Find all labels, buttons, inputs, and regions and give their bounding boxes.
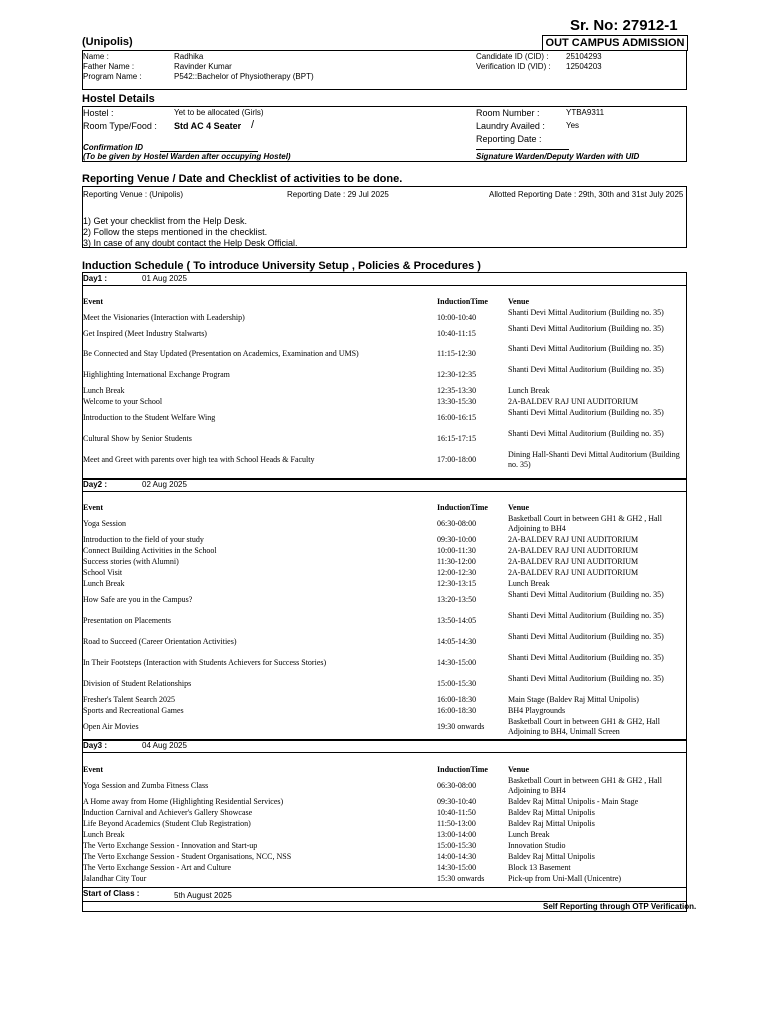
event-name: Sports and Recreational Games <box>83 706 184 715</box>
start-of-class-date: 5th August 2025 <box>174 891 232 900</box>
event-venue: 2A-BALDEV RAJ UNI AUDITORIUM <box>508 546 639 555</box>
checklist-step: 2) Follow the steps mentioned in the checklist. <box>83 227 268 237</box>
event-name: Lunch Break <box>83 830 125 839</box>
event-venue: Shanti Devi Mittal Auditorium (Building no. 35) <box>508 408 664 417</box>
event-venue: Innovation Studio <box>508 841 566 850</box>
schedule-row <box>82 568 686 579</box>
event-time: 14:05-14:30 <box>437 637 477 646</box>
schedule-row <box>82 776 686 797</box>
venue-column-header: Venue <box>508 297 530 306</box>
university-name: (Unipolis) <box>82 36 133 48</box>
event-name: Jalandhar City Tour <box>83 874 147 883</box>
event-name: Induction Carnival and Achiever's Gallery Showcase <box>83 808 253 817</box>
room-number-value: YTBA9311 <box>566 108 605 117</box>
event-name: Division of Student Relationships <box>83 679 192 688</box>
schedule-row <box>82 344 686 365</box>
schedule-row <box>82 852 686 863</box>
event-time: 15:00-15:30 <box>437 841 477 850</box>
schedule-row <box>82 397 686 408</box>
event-venue: Shanti Devi Mittal Auditorium (Building no. 35) <box>508 429 664 438</box>
footer-note: Self Reporting through OTP Verification. <box>543 902 697 911</box>
event-venue: Shanti Devi Mittal Auditorium (Building no. 35) <box>508 611 664 620</box>
venue-column-header: Venue <box>508 765 530 774</box>
venue-column-header: Venue <box>508 503 530 512</box>
confirmation-note: (To be given by Hostel Warden after occupying Hostel) <box>83 152 291 161</box>
event-venue: Shanti Devi Mittal Auditorium (Building no. 35) <box>508 308 664 317</box>
event-name: In Their Footsteps (Interaction with Students Achievers for Success Stories) <box>83 658 327 667</box>
event-name: School Visit <box>83 568 123 577</box>
event-name: Meet and Greet with parents over high tea with School Heads & Faculty <box>83 455 315 464</box>
event-name: Lunch Break <box>83 579 125 588</box>
event-venue: Main Stage (Baldev Raj Mittal Unipolis) <box>508 695 639 704</box>
event-venue: Block 13 Basement <box>508 863 571 872</box>
event-name: The Verto Exchange Session - Innovation and Start-up <box>83 841 258 850</box>
schedule-row <box>82 546 686 557</box>
event-time: 17:00-18:00 <box>437 455 477 464</box>
schedule-row <box>82 808 686 819</box>
father-name: Ravinder Kumar <box>174 62 232 71</box>
start-of-class-divider <box>82 887 687 888</box>
schedule-row <box>82 557 686 568</box>
confirmation-id-label: Confirmation ID <box>83 143 143 152</box>
event-name: Welcome to your School <box>83 397 163 406</box>
event-name: The Verto Exchange Session - Student Organisations, NCC, NSS <box>83 852 292 861</box>
time-column-header: InductionTime <box>437 503 488 512</box>
event-venue: Pick-up from Uni-Mall (Unicentre) <box>508 874 622 883</box>
event-venue: Baldev Raj Mittal Unipolis <box>508 808 595 817</box>
event-venue: Shanti Devi Mittal Auditorium (Building no. 35) <box>508 324 664 333</box>
event-time: 16:15-17:15 <box>437 434 477 443</box>
day-label: Day3 : <box>83 741 108 750</box>
event-name: The Verto Exchange Session - Art and Culture <box>83 863 232 872</box>
schedule-row <box>82 632 686 653</box>
event-time: 13:00-14:00 <box>437 830 477 839</box>
event-name: Success stories (with Alumni) <box>83 557 179 566</box>
schedule-row <box>82 717 686 738</box>
event-name: How Safe are you in the Campus? <box>83 595 193 604</box>
event-venue: Dining Hall-Shanti Devi Mittal Auditorium (Building no. 35) <box>508 450 680 469</box>
schedule-row <box>82 429 686 450</box>
schedule-row <box>82 797 686 808</box>
event-venue: Basketball Court in between GH1 & GH2, Hall Adjoining to BH4, Unimall Screen <box>508 717 660 736</box>
checklist-step: 1) Get your checklist from the Help Desk. <box>83 216 248 226</box>
event-name: Introduction to the Student Welfare Wing <box>83 413 216 422</box>
event-time: 10:40-11:15 <box>437 329 476 338</box>
event-time: 15:00-15:30 <box>437 679 477 688</box>
schedule-row <box>82 863 686 874</box>
father-name-label: Father Name : <box>83 62 135 71</box>
event-time: 16:00-18:30 <box>437 695 477 704</box>
event-time: 19:30 onwards <box>437 722 485 731</box>
room-type-label: Room Type/Food : <box>83 121 157 131</box>
signature-label: Signature Warden/Deputy Warden with UID <box>476 152 640 161</box>
schedule-row <box>82 819 686 830</box>
checklist-step: 3) In case of any doubt contact the Help Desk Official. <box>83 238 298 248</box>
admission-type-badge: OUT CAMPUS ADMISSION <box>542 35 688 51</box>
schedule-row <box>82 408 686 429</box>
schedule-row <box>82 830 686 841</box>
event-column-header: Event <box>83 765 103 774</box>
event-venue: 2A-BALDEV RAJ UNI AUDITORIUM <box>508 397 639 406</box>
event-venue: Baldev Raj Mittal Unipolis - Main Stage <box>508 797 639 806</box>
verification-id: 12504203 <box>566 62 602 71</box>
event-time: 13:50-14:05 <box>437 616 477 625</box>
day-label: Day1 : <box>83 274 108 283</box>
schedule-row <box>82 590 686 611</box>
day-header-divider <box>82 285 687 286</box>
event-time: 14:30-15:00 <box>437 863 477 872</box>
event-venue: Shanti Devi Mittal Auditorium (Building no. 35) <box>508 632 664 641</box>
event-venue: 2A-BALDEV RAJ UNI AUDITORIUM <box>508 568 639 577</box>
event-time: 13:30-15:30 <box>437 397 477 406</box>
student-name: Radhika <box>174 52 204 61</box>
reporting-section-title: Reporting Venue / Date and Checklist of activities to be done. <box>82 173 403 185</box>
day-date: 02 Aug 2025 <box>142 480 187 489</box>
event-venue: Shanti Devi Mittal Auditorium (Building no. 35) <box>508 344 664 353</box>
reporting-venue: Reporting Venue : (Unipolis) <box>83 190 184 199</box>
event-venue: Shanti Devi Mittal Auditorium (Building no. 35) <box>508 674 664 683</box>
day-header-divider <box>82 491 687 492</box>
event-time: 10:00-11:30 <box>437 546 476 555</box>
event-time: 11:50-13:00 <box>437 819 476 828</box>
schedule-row <box>82 365 686 386</box>
program-label: Program Name : <box>83 72 142 81</box>
event-venue: Basketball Court in between GH1 & GH2 , Hall Adjoining to BH4 <box>508 514 662 533</box>
event-venue: Lunch Break <box>508 386 550 395</box>
schedule-row <box>82 579 686 590</box>
laundry-value: Yes <box>566 121 580 130</box>
schedule-row <box>82 674 686 695</box>
event-venue: Lunch Break <box>508 579 550 588</box>
event-venue: Shanti Devi Mittal Auditorium (Building no. 35) <box>508 590 664 599</box>
event-time: 12:30-13:15 <box>437 579 477 588</box>
event-time: 16:00-18:30 <box>437 706 477 715</box>
schedule-row <box>82 653 686 674</box>
reporting-date-line <box>476 149 569 150</box>
schedule-row <box>82 706 686 717</box>
event-time: 12:30-12:35 <box>437 370 477 379</box>
event-venue: Shanti Devi Mittal Auditorium (Building no. 35) <box>508 365 664 374</box>
room-type-suffix: / <box>251 119 255 131</box>
event-venue: 2A-BALDEV RAJ UNI AUDITORIUM <box>508 535 639 544</box>
hostel-section-title: Hostel Details <box>82 93 155 105</box>
day-date: 04 Aug 2025 <box>142 741 187 750</box>
schedule-row <box>82 308 686 324</box>
event-name: Introduction to the field of your study <box>83 535 204 544</box>
event-name: Lunch Break <box>83 386 125 395</box>
event-time: 10:00-10:40 <box>437 313 477 322</box>
start-of-class-label: Start of Class : <box>83 889 140 898</box>
event-time: 12:00-12:30 <box>437 568 477 577</box>
hostel-value: Yet to be allocated (Girls) <box>174 108 264 117</box>
verification-id-label: Verification ID (VID) : <box>476 62 551 71</box>
induction-section-title: Induction Schedule ( To introduce University Setup , Policies & Procedures ) <box>82 260 481 272</box>
time-column-header: InductionTime <box>437 765 488 774</box>
event-time: 10:40-11:50 <box>437 808 476 817</box>
event-venue: Baldev Raj Mittal Unipolis <box>508 852 595 861</box>
schedule-row <box>82 841 686 852</box>
room-number-label: Room Number : <box>476 108 540 118</box>
event-column-header: Event <box>83 503 103 512</box>
event-name: Cultural Show by Senior Students <box>83 434 192 443</box>
schedule-row <box>82 535 686 546</box>
program-name: P542::Bachelor of Physiotherapy (BPT) <box>174 72 314 81</box>
reporting-date: Reporting Date : 29 Jul 2025 <box>287 190 389 199</box>
time-column-header: InductionTime <box>437 297 488 306</box>
event-name: Be Connected and Stay Updated (Presentation on Academics, Examination and UMS) <box>83 349 359 358</box>
name-label: Name : <box>83 52 109 61</box>
event-venue: Lunch Break <box>508 830 550 839</box>
day-label: Day2 : <box>83 480 108 489</box>
event-time: 13:20-13:50 <box>437 595 477 604</box>
event-name: Fresher's Talent Search 2025 <box>83 695 176 704</box>
event-venue: 2A-BALDEV RAJ UNI AUDITORIUM <box>508 557 639 566</box>
event-name: Yoga Session <box>83 519 126 528</box>
event-name: A Home away from Home (Highlighting Residential Services) <box>83 797 284 806</box>
event-name: Yoga Session and Zumba Fitness Class <box>83 781 209 790</box>
hostel-label: Hostel : <box>83 108 114 118</box>
event-venue: BH4 Playgrounds <box>508 706 566 715</box>
schedule-row <box>82 611 686 632</box>
schedule-row <box>82 386 686 397</box>
event-name: Presentation on Placements <box>83 616 171 625</box>
event-time: 14:30-15:00 <box>437 658 477 667</box>
event-time: 11:30-12:00 <box>437 557 476 566</box>
event-name: Road to Succeed (Career Orientation Activities) <box>83 637 237 646</box>
event-name: Highlighting International Exchange Program <box>83 370 230 379</box>
allotted-reporting-date: Allotted Reporting Date : 29th, 30th and 31st July 2025 <box>489 190 684 199</box>
event-venue: Basketball Court in between GH1 & GH2 , Hall Adjoining to BH4 <box>508 776 662 795</box>
event-time: 15:30 onwards <box>437 874 485 883</box>
event-time: 06:30-08:00 <box>437 781 477 790</box>
event-time: 11:15-12:30 <box>437 349 476 358</box>
day-header-divider <box>82 752 687 753</box>
event-time: 16:00-16:15 <box>437 413 477 422</box>
event-venue: Baldev Raj Mittal Unipolis <box>508 819 595 828</box>
candidate-id-label: Candidate ID (CID) : <box>476 52 549 61</box>
schedule-row <box>82 514 686 535</box>
room-type-value: Std AC 4 Seater <box>174 121 242 131</box>
event-name: Get Inspired (Meet Industry Stalwarts) <box>83 329 207 338</box>
event-name: Life Beyond Academics (Student Club Registration) <box>83 819 251 828</box>
reporting-date-label: Reporting Date : <box>476 134 542 144</box>
candidate-id: 25104293 <box>566 52 602 61</box>
schedule-row <box>82 695 686 706</box>
schedule-row <box>82 324 686 344</box>
event-column-header: Event <box>83 297 103 306</box>
schedule-row <box>82 450 686 471</box>
event-name: Open Air Movies <box>83 722 139 731</box>
event-time: 09:30-10:40 <box>437 797 477 806</box>
day-date: 01 Aug 2025 <box>142 274 187 283</box>
event-time: 09:30-10:00 <box>437 535 477 544</box>
event-name: Meet the Visionaries (Interaction with Leadership) <box>83 313 245 322</box>
event-name: Connect Building Activities in the School <box>83 546 217 555</box>
event-time: 12:35-13:30 <box>437 386 477 395</box>
event-time: 06:30-08:00 <box>437 519 477 528</box>
event-time: 14:00-14:30 <box>437 852 477 861</box>
event-venue: Shanti Devi Mittal Auditorium (Building no. 35) <box>508 653 664 662</box>
schedule-row <box>82 874 686 885</box>
serial-number: Sr. No: 27912-1 <box>570 17 678 34</box>
laundry-label: Laundry Availed : <box>476 121 545 131</box>
